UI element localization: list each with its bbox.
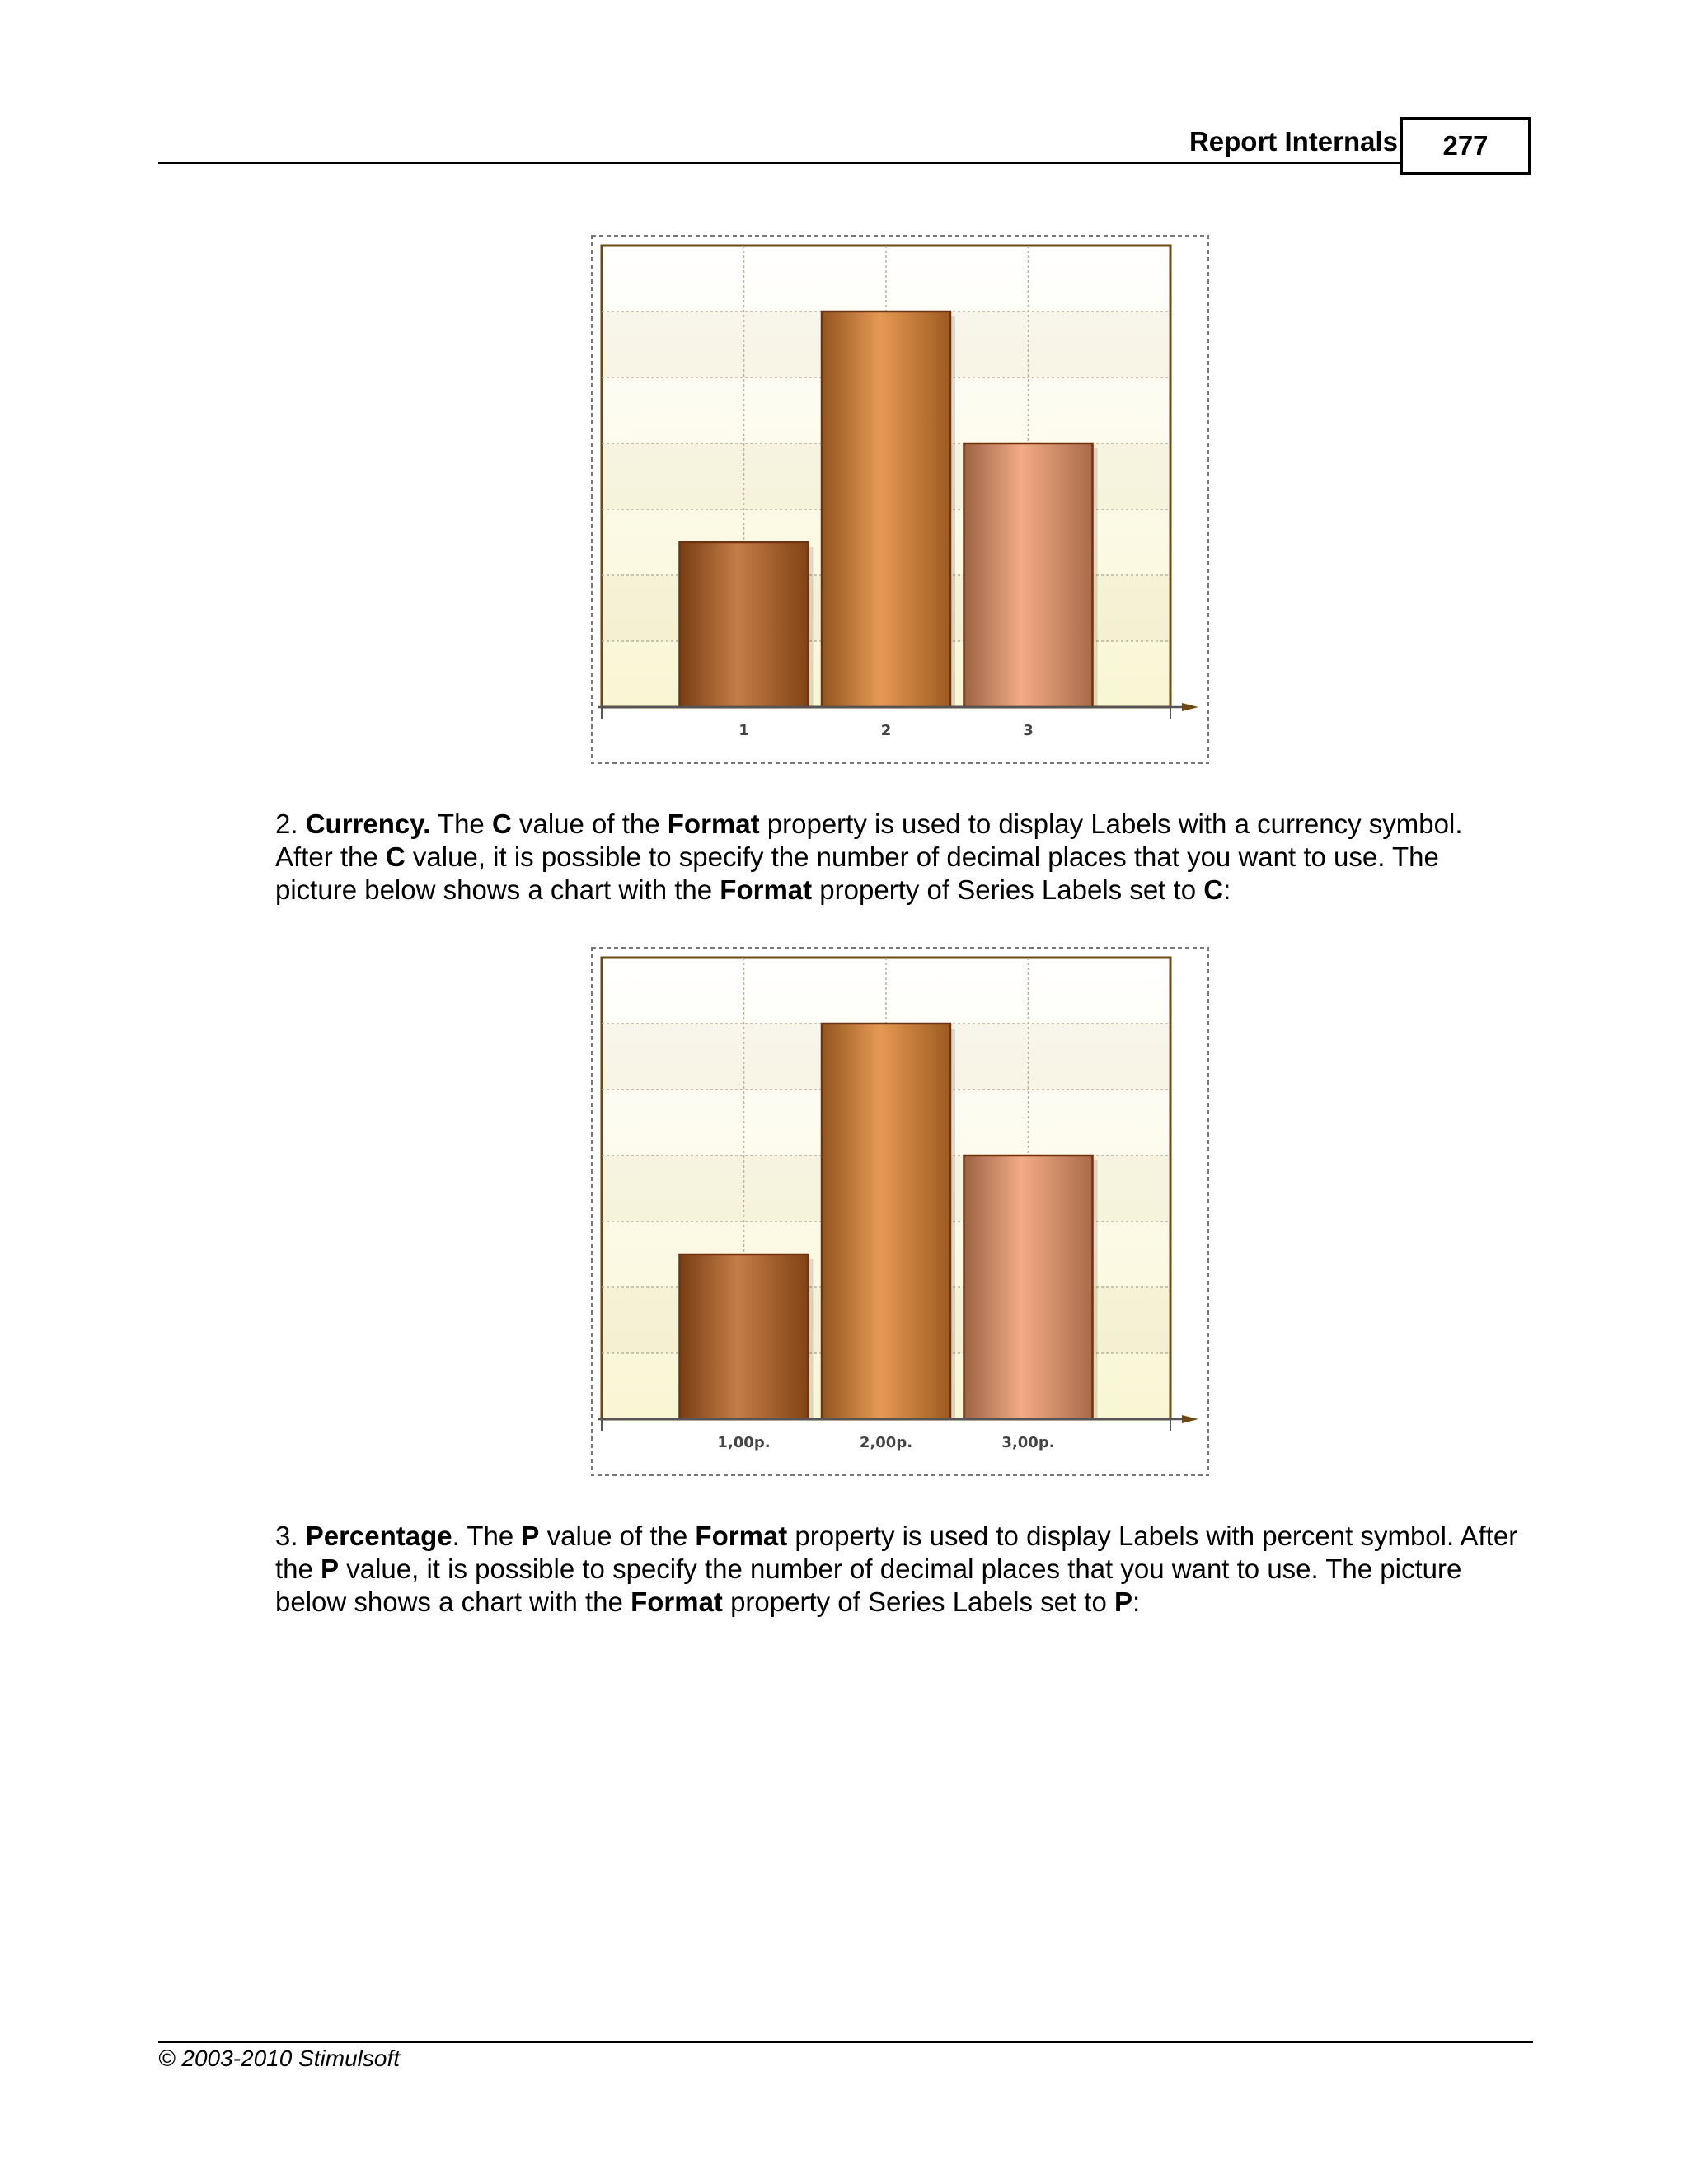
- paragraph-currency: [275, 808, 1522, 907]
- x-tick-label: 3: [1023, 722, 1034, 739]
- copyright: © 2003-2010 Stimulsoft: [158, 2046, 401, 2071]
- paragraph-line: the P value, it is possible to specify the number of decimal places that you want to use. The picture: [275, 1554, 1462, 1584]
- chart-svg: [590, 946, 1210, 1477]
- page-number-box: [1400, 117, 1531, 175]
- paragraph-line: picture below shows a chart with the Format property of Series Labels set to C:: [275, 874, 1231, 905]
- x-tick-label: 2,00р.: [859, 1434, 913, 1451]
- paragraph-line: below shows a chart with the Format property of Series Labels set to P:: [275, 1586, 1141, 1617]
- x-tick-label: 1,00р.: [717, 1434, 771, 1451]
- bar: [964, 1155, 1093, 1419]
- section-title: Report Internals: [1189, 126, 1398, 157]
- paragraph-percentage: [275, 1520, 1522, 1619]
- bar: [680, 1254, 809, 1419]
- bar-chart-currency: [590, 946, 1210, 1477]
- paragraph-line: 3. Percentage. The P value of the Format property is used to display Labels with percent symbol. After: [275, 1521, 1518, 1551]
- paragraph-line: After the C value, it is possible to specify the number of decimal places that you want to use. The: [275, 841, 1439, 872]
- x-tick-label: 3,00р.: [1001, 1434, 1055, 1451]
- bar-chart-plain: [590, 234, 1210, 765]
- bar: [822, 312, 950, 707]
- header-rule: [158, 162, 1401, 164]
- chart-svg: [590, 234, 1210, 765]
- x-tick-label: 1: [738, 722, 749, 739]
- page-number: 277: [1442, 130, 1489, 161]
- bar: [822, 1024, 950, 1419]
- bar: [964, 443, 1093, 707]
- bar: [680, 542, 809, 707]
- x-tick-label: 2: [880, 722, 892, 739]
- paragraph-line: 2. Currency. The C value of the Format property is used to display Labels with a currency symbol.: [275, 808, 1463, 839]
